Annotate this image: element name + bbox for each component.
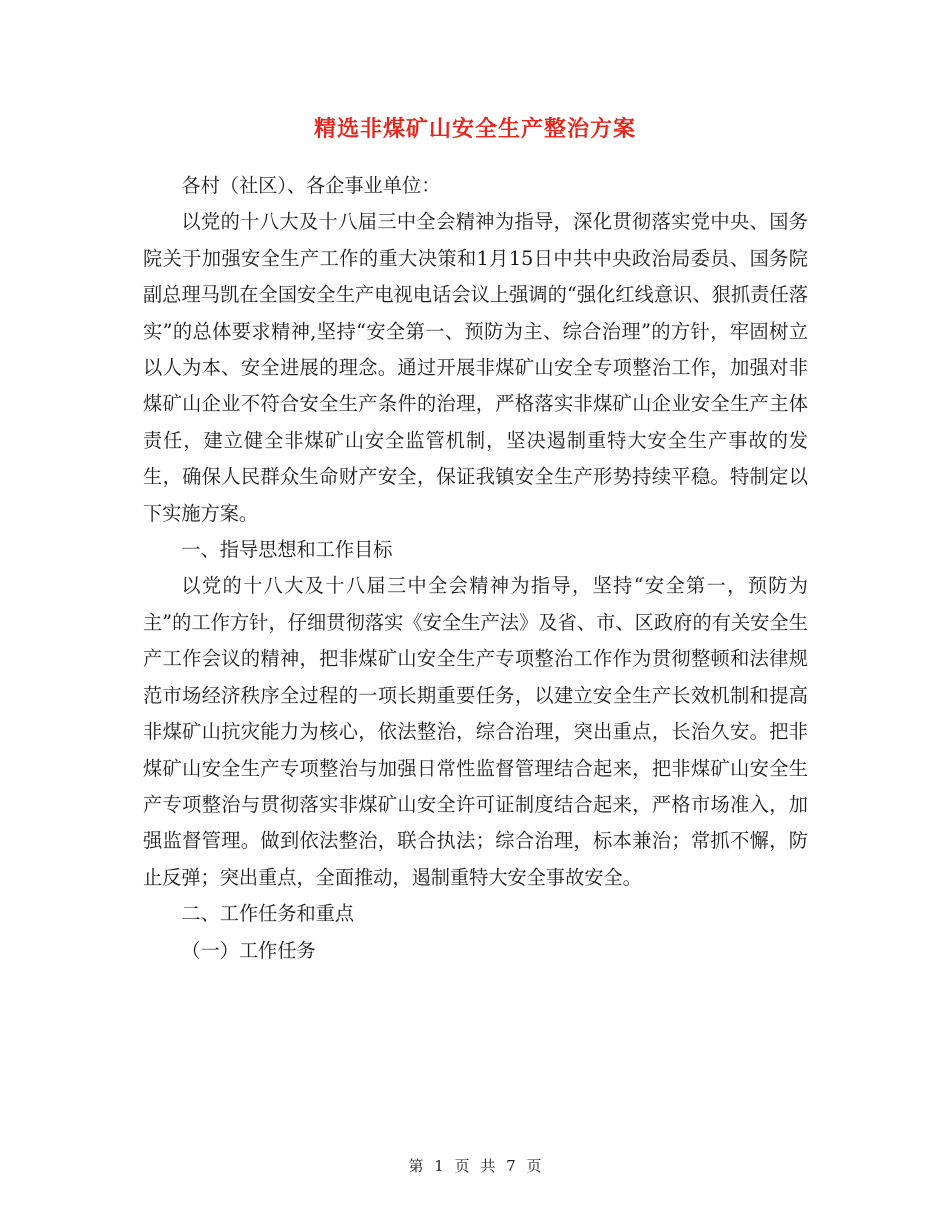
intro-paragraph: 以党的十八大及十八届三中全会精神为指导，深化贯彻落实党中央、国务院关于加强安全生产工作的重大决策和1月15日中共中央政治局委员、国务院副总理马凯在全国安全生产电视电话会议上强调的“强化红线意识、狠抓责任落实”的总体要求精神,坚持“安全第一、预防为主、综合治理”的方针，牢固树立以人为本、安全进展的理念。通过开展非煤矿山安全专项整治工作，加强对非煤矿山企业不符合安全生产条件的治理，严格落实非煤矿山企业安全生产主体责任，建立健全非煤矿山安全监管机制，坚决遏制重特大安全生产事故的发生，确保人民群众生命财产安全，保证我镇安全生产形势持续平稳。特制定以下实施方案。 <box>143 210 808 525</box>
document-title: 精选非煤矿山安全生产整治方案 <box>313 117 636 142</box>
subsection-heading-1: （一）工作任务 <box>181 938 316 962</box>
page-footer: 第 1 页 共 7 页 <box>408 1157 542 1175</box>
section-heading-1: 一、指导思想和工作目标 <box>181 538 393 562</box>
document-body <box>143 168 808 969</box>
salutation-paragraph: 各村（社区）、各企事业单位： <box>181 174 441 197</box>
section-heading-2: 二、工作任务和重点 <box>181 902 355 926</box>
guiding-paragraph: 以党的十八大及十八届三中全会精神为指导，坚持“安全第一，预防为主”的工作方针，仔细贯彻落实《安全生产法》及省、市、区政府的有关安全生产工作会议的精神，把非煤矿山安全生产专项整治工作作为贯彻整顿和法律规范市场经济秩序全过程的一项长期重要任务，以建立安全生产长效机制和提高非煤矿山抗灾能力为核心，依法整治，综合治理，突出重点，长治久安。把非煤矿山安全生产专项整治与加强日常性监督管理结合起来，把非煤矿山安全生产专项整治与贯彻落实非煤矿山安全许可证制度结合起来，严格市场准入，加强监督管理。做到依法整治，联合执法；综合治理，标本兼治；常抓不懈，防止反弹；突出重点，全面推动，遏制重特大安全事故安全。 <box>143 574 808 889</box>
